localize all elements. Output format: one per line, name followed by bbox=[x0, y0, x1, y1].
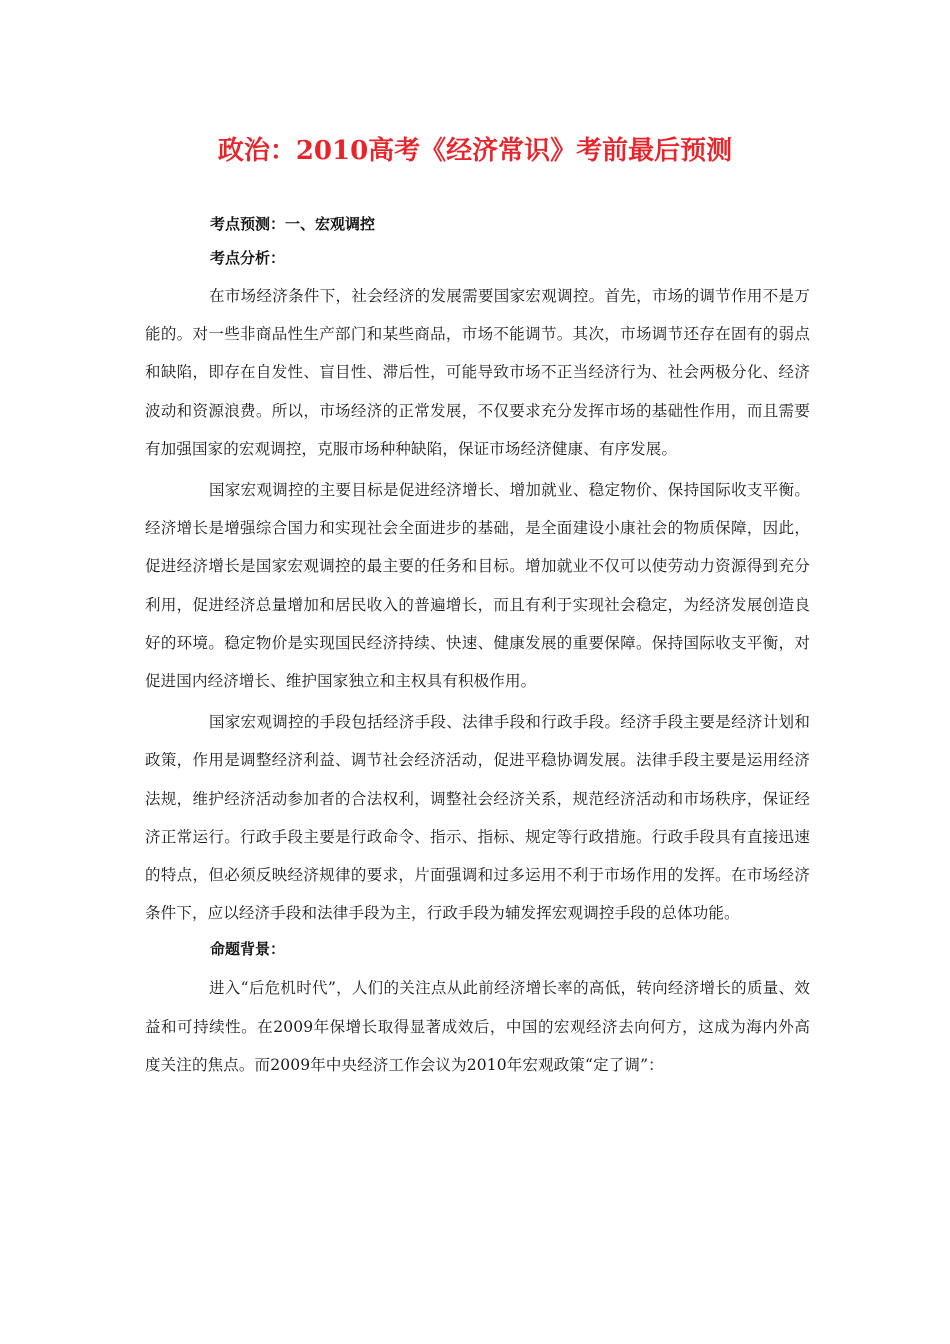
paragraph-market-regulation: 在市场经济条件下，社会经济的发展需要国家宏观调控。首先，市场的调节作用不是万能的。对一些非商品性生产部门和某些商品，市场不能调节。其次，市场调节还存在固有的弱点和缺陷，即存在自发性、盲目性、滞后性，可能导致市场不正当经济行为、社会两极分化、经济波动和资源浪费。所以，市场经济的正常发展，不仅要求充分发挥市场的基础性作用，而且需要有加强国家的宏观调控，克服市场种种缺陷，保证市场经济健康、有序发展。 bbox=[145, 287, 810, 458]
topic-heading: 考点预测：一、宏观调控 bbox=[210, 215, 376, 233]
analysis-heading: 考点分析： bbox=[210, 249, 286, 267]
document-title: 政治：2010高考《经济常识》考前最后预测 bbox=[217, 136, 733, 166]
paragraph-background: 进入“后危机时代”，人们的关注点从此前经济增长率的高低，转向经济增长的质量、效益和可持续性。在2009年保增长取得显著成效后，中国的宏观经济去向何方，这成为海内外高度关注的焦点。而2009年中央经济工作会议为2010年宏观政策“定了调”： bbox=[145, 979, 810, 1074]
document-body bbox=[145, 207, 810, 1084]
paragraph-macro-goals: 国家宏观调控的主要目标是促进经济增长、增加就业、稳定物价、保持国际收支平衡。经济增长是增强综合国力和实现社会全面进步的基础，是全面建设小康社会的物质保障，因此，促进经济增长是国家宏观调控的最主要的任务和目标。增加就业不仅可以使劳动力资源得到充分利用，促进经济总量增加和居民收入的普遍增长，而且有利于实现社会稳定，为经济发展创造良好的环境。稳定物价是实现国民经济持续、快速、健康发展的重要保障。保持国际收支平衡，对促进国内经济增长、维护国家独立和主权具有积极作用。 bbox=[145, 481, 810, 691]
background-heading: 命题背景： bbox=[210, 940, 286, 959]
paragraph-macro-means: 国家宏观调控的手段包括经济手段、法律手段和行政手段。经济手段主要是经济计划和政策，作用是调整经济利益、调节社会经济活动，促进平稳协调发展。法律手段主要是运用经济法规，维护经济活动参加者的合法权利，调整社会经济关系，规范经济活动和市场秩序，保证经济正常运行。行政手段主要是行政命令、指示、指标、规定等行政措施。行政手段具有直接迅速的特点，但必须反映经济规律的要求，片面强调和过多运用不利于市场作用的发挥。在市场经济条件下，应以经济手段和法律手段为主，行政手段为辅发挥宏观调控手段的总体功能。 bbox=[145, 713, 810, 923]
